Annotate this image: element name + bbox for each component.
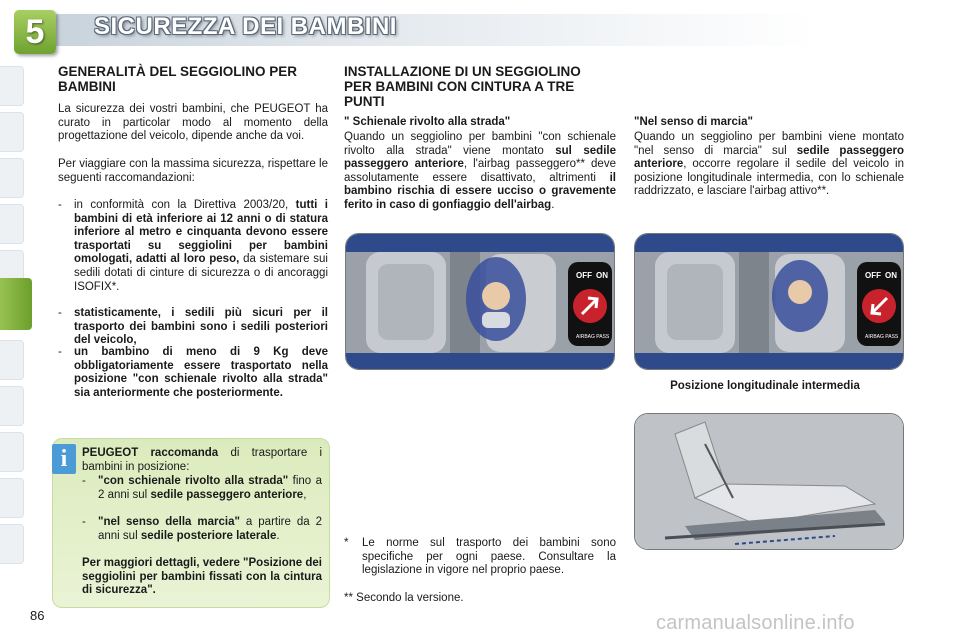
- footnote-2: ** Secondo la versione.: [344, 592, 464, 604]
- side-tab[interactable]: [0, 158, 24, 198]
- info-icon: i: [52, 444, 76, 474]
- intro-paragraph: La sicurezza dei vostri bambini, che PEUGEOT ha curato in particolar modo al momento della progettazione del veicolo, dipende anche da voi.: [58, 103, 328, 143]
- rear-facing-paragraph: Quando un seggiolino per bambini "con schienale rivolto alla strada" viene montato sul sedile passeggero anteriore, l'airbag passeggero** deve assolutamente essere disattivato, altrimenti il bambino rischia di essere ucciso o gravemente ferito in caso di gonfiaggio dell'airbag.: [344, 131, 616, 211]
- page-number: 86: [30, 608, 45, 623]
- airbag-off-label: OFF: [576, 271, 592, 280]
- figure-caption: Posizione longitudinale intermedia: [670, 380, 860, 392]
- subheading-rear-facing: " Schienale rivolto alla strada": [344, 116, 511, 128]
- side-tab[interactable]: [0, 478, 24, 518]
- airbag-pass-label: AIRBAG PASS: [576, 334, 610, 340]
- side-tab[interactable]: [0, 386, 24, 426]
- forward-facing-seat-illustration: [634, 233, 904, 370]
- list-item: - statisticamente, i sedili più sicuri per il trasporto dei bambini sono i sedili posteriori del veicolo,: [58, 307, 328, 347]
- list-item: - in conformità con la Direttiva 2003/20, tutti i bambini di età inferiore ai 12 anni o di statura inferiore al metro e cinquanta devono essere trasportati su seggiolini per bambini omologati, adatti al loro peso, da sistemare sui sedili dotati di cinture di sicurezza o di ancoraggi ISOFIX*.: [58, 199, 328, 293]
- side-tab[interactable]: [0, 66, 24, 106]
- advice-paragraph: Per viaggiare con la massima sicurezza, rispettare le seguenti raccomandazioni:: [58, 158, 328, 184]
- section-heading-general: GENERALITÀ DEL SEGGIOLINO PER BAMBINI: [58, 64, 298, 94]
- info-lead: PEUGEOT raccomanda di trasportare i bambini in posizione:: [82, 447, 322, 473]
- info-list-item: - "con schienale rivolto alla strada" fino a 2 anni sul sedile passeggero anteriore,: [82, 475, 323, 501]
- side-tab[interactable]: [0, 340, 24, 380]
- side-tab[interactable]: [0, 524, 24, 564]
- footnote-1: * Le norme sul trasporto dei bambini sono specifiche per ogni paese. Consultare la legislazione in vigore nel proprio paese.: [344, 537, 616, 577]
- forward-facing-paragraph: Quando un seggiolino per bambini viene montato "nel senso di marcia" sul sedile passeggero anteriore, occorre regolare il sedile del veicolo in posizione longitudinale intermedia, con lo schienale raddrizzato, e lasciare l'airbag attivo**.: [634, 131, 904, 198]
- airbag-off-label: OFF: [865, 271, 881, 280]
- info-list-item: - "nel senso della marcia" a partire da 2 anni sul sedile posteriore laterale.: [82, 516, 322, 542]
- page-title: SICUREZZA DEI BAMBINI: [94, 13, 397, 40]
- side-tab[interactable]: [0, 112, 24, 152]
- airbag-on-label: ON: [885, 271, 897, 280]
- rear-facing-seat-illustration: [345, 233, 615, 370]
- info-closing: Per maggiori dettagli, vedere "Posizione dei seggiolini per bambini fissati con la cintura di sicurezza".: [82, 557, 322, 597]
- chapter-number: 5: [25, 13, 45, 51]
- side-tab-active[interactable]: [0, 278, 32, 330]
- airbag-on-label: ON: [596, 271, 608, 280]
- list-item: - un bambino di meno di 9 Kg deve obbligatoriamente essere trasportato nella posizione "con schienale rivolto alla strada" sia anteriormente che posteriormente.: [58, 346, 328, 399]
- side-tab[interactable]: [0, 204, 24, 244]
- watermark: carmanualsonline.info: [656, 612, 855, 634]
- side-tab[interactable]: [0, 432, 24, 472]
- section-heading-installation: INSTALLAZIONE DI UN SEGGIOLINO PER BAMBINI CON CINTURA A TRE PUNTI: [344, 64, 581, 109]
- subheading-forward-facing: "Nel senso di marcia": [634, 116, 753, 128]
- airbag-pass-label: AIRBAG PASS: [865, 334, 899, 340]
- seat-side-view-illustration: [634, 413, 904, 550]
